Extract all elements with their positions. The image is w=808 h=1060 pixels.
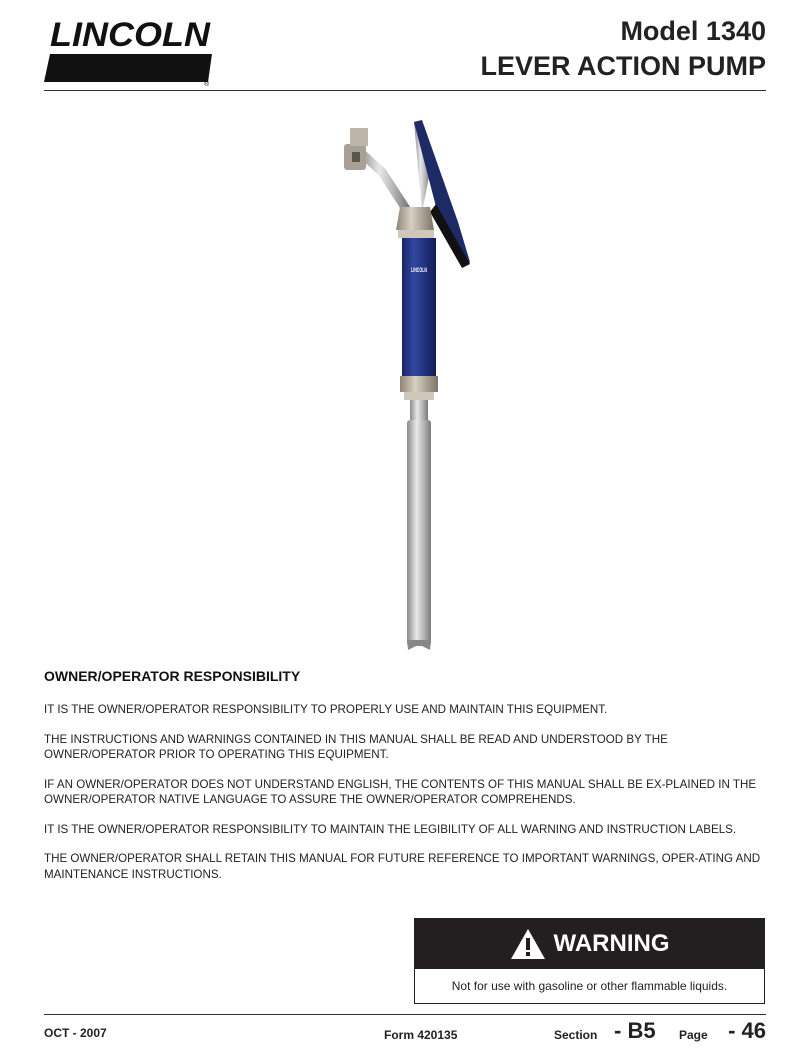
warning-message: Not for use with gasoline or other flammable liquids. — [451, 979, 728, 993]
header-title — [480, 14, 766, 84]
warning-box — [414, 918, 765, 1004]
model-number: Model 1340 — [620, 16, 766, 46]
footer-section-value: - B5 — [614, 1018, 656, 1043]
suction-tube — [407, 420, 431, 646]
paragraph: IT IS THE OWNER/OPERATOR RESPONSIBILITY TO PROPERLY USE AND MAINTAIN THIS EQUIPMENT. — [44, 703, 608, 716]
warning-triangle-icon — [510, 928, 546, 960]
logo-registered-mark: ® — [204, 81, 210, 86]
logo-text: LINCOLN — [50, 16, 212, 54]
pump-cylinder — [402, 238, 436, 376]
footer-date: OCT - 2007 — [44, 1026, 107, 1040]
lever-pump-image — [330, 112, 490, 657]
product-name: LEVER ACTION PUMP — [480, 51, 766, 81]
paragraph: IT IS THE OWNER/OPERATOR RESPONSIBILITY TO MAINTAIN THE LEGIBILITY OF ALL WARNING AND INSTRUCTION LABELS. — [44, 822, 737, 836]
paragraph: IF AN OWNER/OPERATOR DOES NOT UNDERSTAND ENGLISH, THE CONTENTS OF THIS MANUAL SHALL BE EX-PLAINED IN THE OWNER/OPERATOR NATIVE LANGUAGE TO ASSURE THE OWNER/OPERATOR COMPREHENDS. — [44, 777, 757, 806]
warning-title: WARNING — [553, 930, 670, 957]
footer-section-label: Section — [554, 1028, 598, 1042]
paragraph: THE INSTRUCTIONS AND WARNINGS CONTAINED IN THIS MANUAL SHALL BE READ AND UNDERSTOOD BY THE OWNER/OPERATOR PRIOR TO OPERATING THIS EQUIPMENT. — [44, 732, 668, 761]
footer-page-label: Page — [679, 1028, 708, 1042]
footer-form-number: Form 420135 — [384, 1028, 458, 1042]
pump-head — [396, 207, 434, 230]
footer — [44, 1018, 766, 1048]
header-divider — [44, 90, 766, 91]
cylinder-label: LINCOLN — [411, 268, 427, 274]
paragraph: THE OWNER/OPERATOR SHALL RETAIN THIS MANUAL FOR FUTURE REFERENCE TO IMPORTANT WARNINGS, OPER-ATING AND MAINTENANCE INSTRUCTIONS. — [44, 852, 761, 881]
footer-page-value: - 46 — [728, 1018, 766, 1043]
lincoln-logo — [44, 14, 212, 86]
responsibility-section — [44, 668, 764, 896]
warning-header — [415, 919, 764, 969]
logo-bar — [44, 54, 212, 82]
footer-divider — [44, 1014, 766, 1015]
section-heading: OWNER/OPERATOR RESPONSIBILITY — [44, 668, 301, 684]
spout — [344, 128, 408, 212]
